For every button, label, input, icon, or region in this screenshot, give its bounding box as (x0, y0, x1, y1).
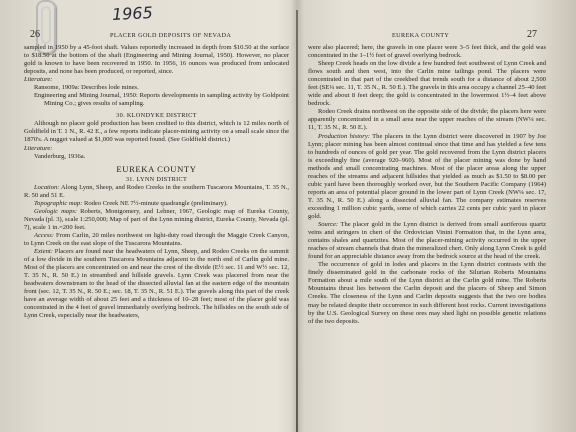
location-text: Along Lynn, Sheep, and Rodeo Creeks in the southern Tuscarora Mountains, T. 35 N., R. 50 and 51 E. (24, 183, 289, 199)
literature-entry: Engineering and Mining Journal, 1950: Reports developments in sampling activity by Goldpoint Mining Co.; gives results of sampling. (34, 92, 289, 108)
source-label: Source: (318, 221, 339, 229)
literature-entry: Vanderburg, 1936a. (34, 152, 86, 160)
paragraph: Rodeo Creek drains northwest on the opposite side of the divide; the placers here were apparently concentrated in a small area near the upper reaches of the stream (NW¼ sec. 11, T. 35 N., R. 50 E.). (308, 108, 546, 132)
access-label: Access: (34, 231, 54, 239)
handwritten-year: 1965 (111, 2, 154, 25)
left-page-column (24, 44, 289, 432)
production-history-text: The placers in the Lynn district were discovered in 1907 by Joe Lynn; placer mining has been almost continual since that time and has yielded a few tens to hundreds of ounces of gold per year. The gold recovered from the Lynn district placers is exceedingly fine (average 920–960). Most of the placer mining was done by hand methods and small concentrating machines. Most of the placer areas along the upper reaches of the streams and adjacent hillsides that yielded as much as $1.50 to $8.00 per cubic yard have been thoroughly worked over, but the Southern Pacific Company (1964) reports an area of potential placer ground in the lower part of Lynn Creek (NW¼ sec. 17, T. 35 N., R. 50 E.) along a dissected alluvial fan. The company estimates reserves exceeding 1 million cubic yards, some of which carries 22 cents per cubic yard in placer gold. (308, 132, 546, 220)
paragraph: The occurrence of gold in lodes and placers in the Lynn district contrasts with the finely disseminated gold in the carbonate rocks of the Silurian Roberts Mountains Formation about a mile south of the Lynn district at the Carlin gold mine. The Roberts Mountains thrust lies between the Carlin deposit and the placers of Sheep and Simon Creeks. The closeness of the Lynn and Carlin deposits suggests that the two ore bodies may be related despite their occurrence in such different host rocks. Current investigations by the U.S. Geological Survey on these ores may shed light on possible genetic relations of the two deposits. (308, 261, 546, 325)
access-text: From Carlin, 20 miles northwest on light-duty road through the Maggie Creek Canyon, to Lynn Creek on the east slope of the Tuscarora Mountains. (24, 231, 289, 247)
topographic-map-label: Topographic map: (34, 199, 83, 207)
literature-label: Literature: (24, 76, 53, 84)
paragraph: Although no placer gold production has been credited to this district, which is 12 miles north of Goldfield in T. 1 N., R. 42 E., a few reports indicate placer-mining activity on a small scale since the 1870's. A nugget valued at $1,000 was reported found. (See Goldfield district.) (24, 120, 289, 144)
right-page-number: 27 (527, 29, 537, 40)
paragraph: sampled in 1950 by a 45-foot shaft. Values reportedly increased in depth from $10.50 at the surface to $18.50 at the bottom of the shaft (Engineering and Mining Journal, 1950). However, no placer gold is known to have been recovered in 1950. In 1956, 16 ounces was produced from unlocated deposits, and none has been produced, or reported, since. (24, 44, 289, 76)
extent-text: Placers are found near the headwaters of Lynn, Sheep, and Rodeo Creeks on the summit of a low divide in the southern Tuscarora Mountains adjacent to the north end of Carlin gold mine. Most of the placers are concentrated on and near the crest of the divide (E½ sec. 11 and W½ sec. 12, T. 35 N., R. 50 E.) in streambed and hillside gravels. Lynn Creek was placered from near the headwaters downstream to the head of the dissected alluvial fan at the eastern edge of the mountain front (sec. 12, T. 35 N., R. 50 E.; sec. 18, T. 35 N., R. 51 E.). The gravels along this part of the creek have an average width of about 25 feet and a thickness of 10–28 feet; most of the placer gold was concentrated in the 4 feet of gravel immediately overlying bedrock. The hillsides on the south side of Lynn Creek, especially near the headwaters, (24, 247, 289, 320)
right-running-head: EUREKA COUNTY (392, 32, 450, 39)
county-heading: EUREKA COUNTY (116, 163, 197, 174)
production-history-label: Production history: (318, 132, 370, 140)
section-heading-klondyke: 30. KLONDYKE DISTRICT (116, 112, 197, 120)
right-page-column (308, 44, 546, 432)
page-gutter (296, 10, 298, 432)
extent-label: Extent: (34, 247, 53, 255)
location-label: Location: (34, 183, 60, 191)
left-page-number: 26 (30, 29, 40, 40)
paragraph: were also placered; here, the gravels in one placer were 3–5 feet thick, and the gold was concentrated in the 1–1½ feet of gravel overlying bedrock. (308, 44, 546, 60)
source-text: The placer gold in the Lynn district is derived from small auriferous quartz veins and stringers in chert of the Ordovician Vinini Formation that, in the Lynn area, contains shales and quartzites. Most of the placer-mining activity occurred in the upper reaches of stream channels that drain the mineralized chert. Only along Lynn Creek is gold found for an appreciable distance away from the bedrock source at the head of the creek. (308, 221, 546, 261)
paragraph: Sheep Creek heads on the low divide a few hundred feet southwest of Lynn Creek and flows south and then west, into the Carlin mine tailings pond. The placers were concentrated in that part of the creekbed that trends south for a distance of about 2,500 feet (SE¼ sec. 11, T. 35 N., R. 50 E.). The gravels in this area occupy a channel 25–40 feet wide and about 8 feet deep; the gold is concentrated in the lowermost 1½–4 feet above bedrock. (308, 60, 546, 108)
section-heading-lynn: 31. LYNN DISTRICT (125, 175, 188, 183)
literature-entry: Ransome, 1909a: Describes lode mines. (34, 84, 139, 92)
geologic-maps-text: Roberts, Montgomery, and Lehner, 1967, Geologic map of Eureka County, Nevada (pl. 3), scale 1:250,000; Map of part of the Lynn mining district, Eureka County, Nevada (pl. 7), scale 1 in.=200 feet. (24, 207, 289, 231)
topographic-map-text: Rodeo Creek NE 7½-minute quadrangle (preliminary). (82, 199, 228, 207)
geologic-maps-label: Geologic maps: (34, 207, 78, 215)
left-running-head: PLACER GOLD DEPOSITS OF NEVADA (110, 32, 232, 39)
literature-label: Literature: (24, 144, 53, 152)
